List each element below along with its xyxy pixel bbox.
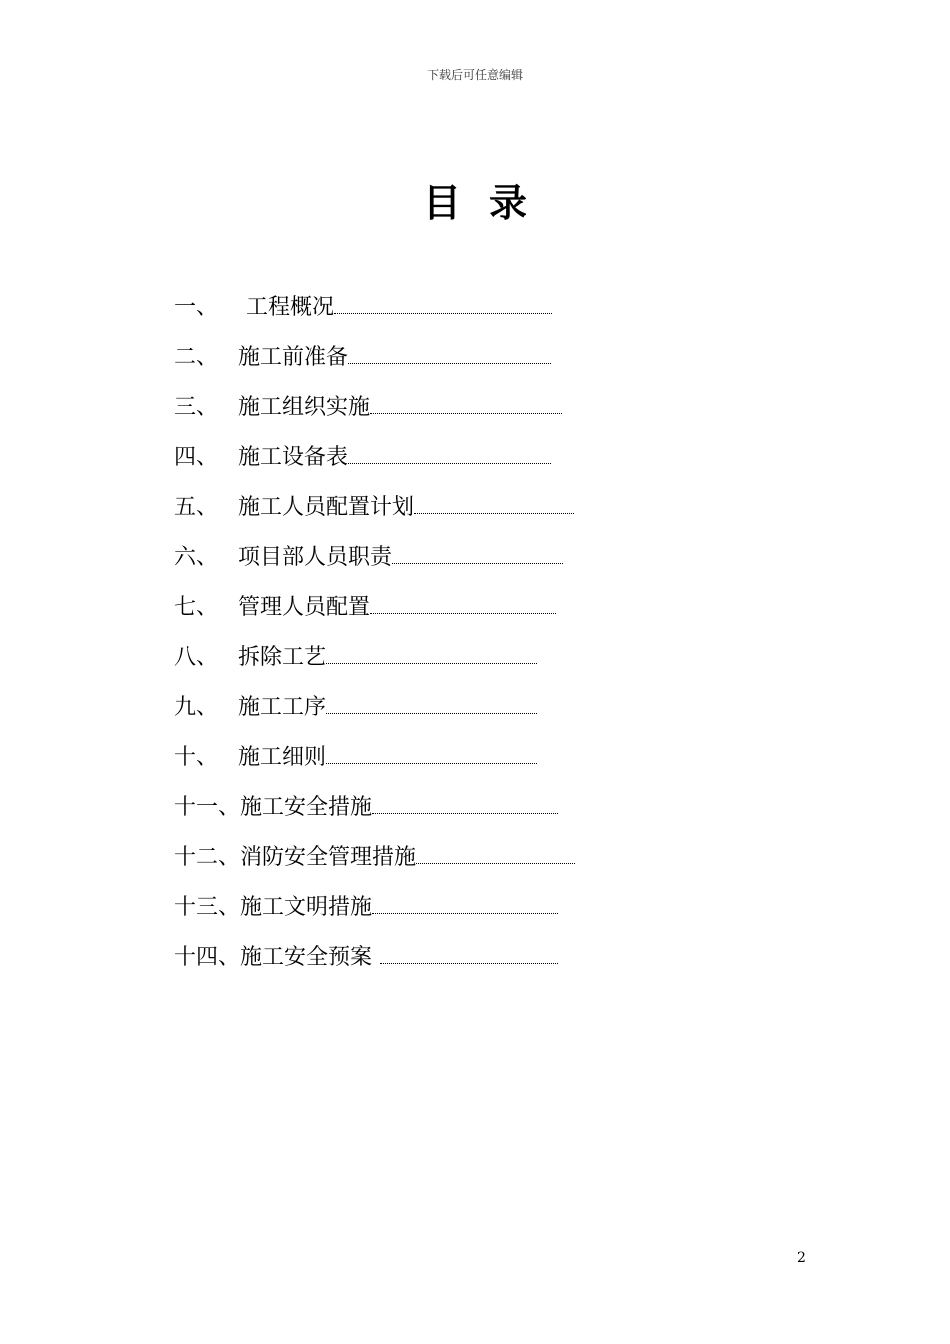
toc-item[interactable] — [174, 580, 774, 630]
toc-leader — [370, 412, 562, 414]
toc-leader — [326, 662, 537, 664]
toc-item-label: 施工文明措施 — [240, 894, 373, 920]
toc-item[interactable] — [174, 780, 774, 830]
toc-item[interactable] — [174, 330, 774, 380]
toc-item-number: 十三、 — [174, 894, 241, 920]
toc-item[interactable] — [174, 830, 774, 880]
toc-leader — [416, 862, 575, 864]
toc-item-label: 施工安全措施 — [240, 794, 373, 820]
toc-item-number: 四、 — [174, 444, 219, 470]
toc-item-number: 十、 — [174, 744, 219, 770]
toc-item-number: 十二、 — [174, 844, 241, 870]
toc-item[interactable] — [174, 930, 774, 980]
toc-item-label: 管理人员配置 — [238, 594, 371, 620]
toc-leader — [334, 312, 552, 314]
toc-item-number: 二、 — [174, 344, 219, 370]
toc-item-label: 施工组织实施 — [238, 394, 371, 420]
header-note: 下载后可任意编辑 — [426, 68, 523, 82]
toc-item-label: 施工前准备 — [238, 344, 349, 370]
toc-leader — [372, 812, 558, 814]
toc-leader — [326, 762, 537, 764]
page-title: 目录 — [422, 180, 555, 225]
table-of-contents — [174, 280, 774, 980]
toc-item[interactable] — [174, 680, 774, 730]
toc-item[interactable] — [174, 430, 774, 480]
toc-leader — [348, 462, 551, 464]
toc-item-label: 施工安全预案 — [240, 944, 373, 970]
page-number: 2 — [797, 1250, 806, 1266]
toc-item-label: 消防安全管理措施 — [240, 844, 417, 870]
toc-item-label: 拆除工艺 — [238, 644, 327, 670]
toc-leader — [392, 562, 563, 564]
toc-item-number: 一、 — [174, 294, 219, 320]
toc-leader — [326, 712, 537, 714]
toc-leader — [372, 912, 558, 914]
toc-leader — [380, 962, 558, 964]
toc-item-label: 施工工序 — [238, 694, 327, 720]
toc-leader — [348, 362, 551, 364]
toc-item-number: 九、 — [174, 694, 219, 720]
toc-leader — [414, 512, 574, 514]
toc-item-label: 项目部人员职责 — [238, 544, 393, 570]
toc-item-label: 施工设备表 — [238, 444, 349, 470]
toc-item-label: 施工人员配置计划 — [238, 494, 415, 520]
toc-item-number: 五、 — [174, 494, 219, 520]
toc-item-number: 三、 — [174, 394, 219, 420]
toc-item-number: 六、 — [174, 544, 219, 570]
toc-item[interactable] — [174, 630, 774, 680]
toc-item-label: 工程概况 — [246, 294, 335, 320]
toc-item[interactable] — [174, 530, 774, 580]
toc-item-number: 八、 — [174, 644, 219, 670]
toc-item[interactable] — [174, 730, 774, 780]
toc-item[interactable] — [174, 280, 774, 330]
toc-leader — [370, 612, 556, 614]
toc-item[interactable] — [174, 480, 774, 530]
toc-item-number: 七、 — [174, 594, 219, 620]
toc-item[interactable] — [174, 380, 774, 430]
toc-item[interactable] — [174, 880, 774, 930]
toc-item-number: 十一、 — [174, 794, 241, 820]
toc-item-label: 施工细则 — [238, 744, 327, 770]
toc-item-number: 十四、 — [174, 944, 241, 970]
